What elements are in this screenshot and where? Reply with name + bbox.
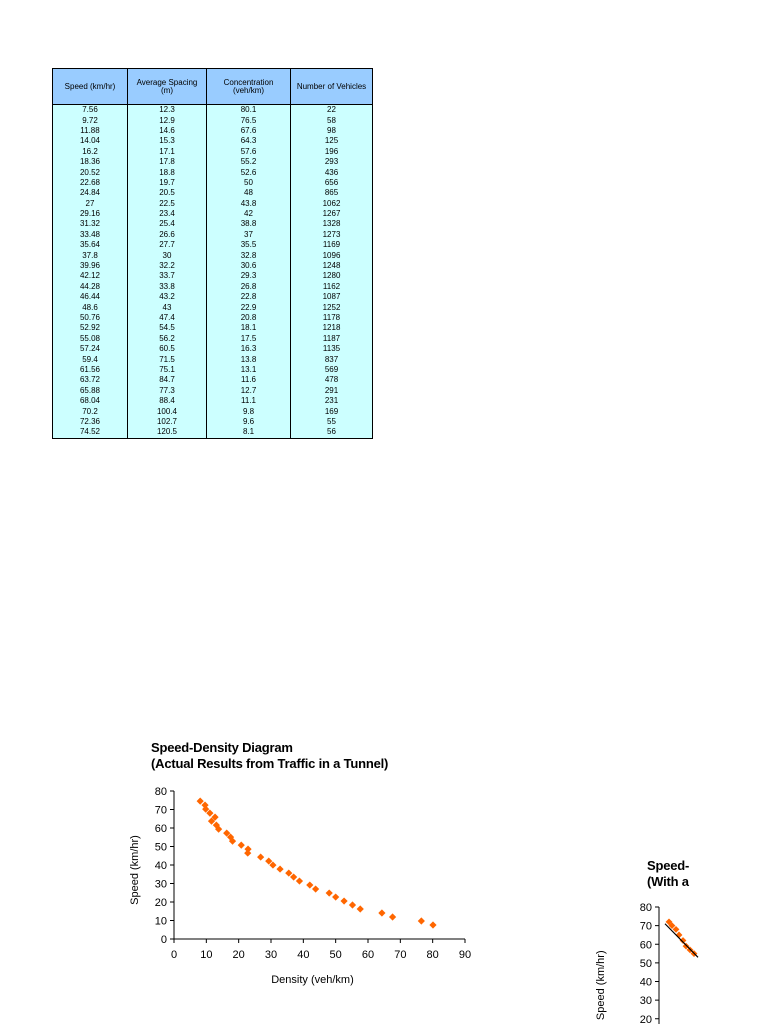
cell-number-of-vehicles: 1087 <box>291 292 373 302</box>
cell-number-of-vehicles: 1252 <box>291 302 373 312</box>
cell-speed: 50.76 <box>53 313 128 323</box>
cell-average-spacing: 27.7 <box>128 240 207 250</box>
cell-concentration: 80.1 <box>207 105 291 116</box>
cell-number-of-vehicles: 22 <box>291 105 373 116</box>
cell-number-of-vehicles: 291 <box>291 386 373 396</box>
cell-number-of-vehicles: 125 <box>291 136 373 146</box>
cell-concentration: 9.8 <box>207 406 291 416</box>
cell-speed: 11.88 <box>53 126 128 136</box>
cell-concentration: 52.6 <box>207 167 291 177</box>
cell-concentration: 67.6 <box>207 126 291 136</box>
y-tick-label: 80 <box>639 902 652 914</box>
cell-average-spacing: 23.4 <box>128 209 207 219</box>
cell-number-of-vehicles: 1248 <box>291 261 373 271</box>
cell-concentration: 50 <box>207 178 291 188</box>
cell-speed: 31.32 <box>53 219 128 229</box>
cell-number-of-vehicles: 1169 <box>291 240 373 250</box>
cell-speed: 14.04 <box>53 136 128 146</box>
cell-concentration: 35.5 <box>207 240 291 250</box>
data-point <box>680 937 687 944</box>
x-tick-label: 20 <box>232 949 245 961</box>
y-tick-label: 40 <box>639 976 652 989</box>
cell-concentration: 38.8 <box>207 219 291 229</box>
cell-number-of-vehicles: 1267 <box>291 209 373 219</box>
cell-average-spacing: 22.5 <box>128 199 207 209</box>
cell-concentration: 37 <box>207 230 291 240</box>
y-tick-label: 70 <box>154 804 167 817</box>
y-tick-label: 70 <box>639 920 652 933</box>
cell-average-spacing: 120.5 <box>128 427 207 438</box>
header-speed: Speed (km/hr) <box>53 69 128 105</box>
cell-number-of-vehicles: 1280 <box>291 271 373 281</box>
y-tick-label: 50 <box>154 841 167 854</box>
cell-average-spacing: 33.8 <box>128 282 207 292</box>
cell-average-spacing: 43 <box>128 302 207 312</box>
trend-line <box>665 924 698 958</box>
cell-speed: 39.96 <box>53 261 128 271</box>
cell-average-spacing: 102.7 <box>128 417 207 427</box>
cell-speed: 35.64 <box>53 240 128 250</box>
cell-concentration: 22.9 <box>207 302 291 312</box>
x-tick-label: 40 <box>297 949 310 961</box>
cell-average-spacing: 18.8 <box>128 167 207 177</box>
cell-average-spacing: 71.5 <box>128 354 207 364</box>
y-axis-label: Speed (km/hr) <box>595 950 607 1021</box>
cell-number-of-vehicles: 1218 <box>291 323 373 333</box>
cell-number-of-vehicles: 1135 <box>291 344 373 354</box>
cell-speed: 27 <box>53 199 128 209</box>
x-axis-label: Density (veh/km) <box>271 974 354 986</box>
cell-number-of-vehicles: 56 <box>291 427 373 438</box>
cell-concentration: 76.5 <box>207 115 291 125</box>
y-tick-label: 60 <box>154 823 167 835</box>
cell-concentration: 42 <box>207 209 291 219</box>
x-tick-label: 30 <box>264 949 278 961</box>
header-average-spacing: Average Spacing (m) <box>128 69 207 105</box>
cell-number-of-vehicles: 1328 <box>291 219 373 229</box>
second-chart-title: Speed- <box>647 858 690 873</box>
cell-average-spacing: 15.3 <box>128 136 207 146</box>
cell-speed: 20.52 <box>53 167 128 177</box>
cell-speed: 48.6 <box>53 302 128 312</box>
cell-speed: 65.88 <box>53 386 128 396</box>
cell-average-spacing: 47.4 <box>128 313 207 323</box>
cell-concentration: 17.5 <box>207 334 291 344</box>
cell-speed: 57.24 <box>53 344 128 354</box>
cell-speed: 18.36 <box>53 157 128 167</box>
y-tick-label: 30 <box>639 995 652 1008</box>
cell-average-spacing: 54.5 <box>128 323 207 333</box>
cell-average-spacing: 75.1 <box>128 365 207 375</box>
cell-average-spacing: 19.7 <box>128 178 207 188</box>
cell-average-spacing: 33.7 <box>128 271 207 281</box>
cell-speed: 22.68 <box>53 178 128 188</box>
cell-concentration: 18.1 <box>207 323 291 333</box>
cell-average-spacing: 77.3 <box>128 386 207 396</box>
cell-number-of-vehicles: 436 <box>291 167 373 177</box>
cell-concentration: 48 <box>207 188 291 198</box>
x-tick-label: 80 <box>426 949 439 961</box>
chart-subtitle: (Actual Results from Traffic in a Tunnel) <box>151 756 389 771</box>
cell-speed: 46.44 <box>53 292 128 302</box>
y-tick-label: 80 <box>154 786 167 798</box>
cell-speed: 33.48 <box>53 230 128 240</box>
cell-average-spacing: 30 <box>128 250 207 260</box>
x-tick-label: 90 <box>458 949 472 961</box>
cell-speed: 70.2 <box>53 406 128 416</box>
cell-concentration: 26.8 <box>207 282 291 292</box>
cell-number-of-vehicles: 1162 <box>291 282 373 292</box>
cell-speed: 52.92 <box>53 323 128 333</box>
cell-number-of-vehicles: 1096 <box>291 250 373 260</box>
cell-concentration: 9.6 <box>207 417 291 427</box>
cell-speed: 68.04 <box>53 396 128 406</box>
cell-average-spacing: 14.6 <box>128 126 207 136</box>
cell-speed: 9.72 <box>53 115 128 125</box>
cell-speed: 16.2 <box>53 147 128 157</box>
cell-number-of-vehicles: 98 <box>291 126 373 136</box>
cell-number-of-vehicles: 293 <box>291 157 373 167</box>
speed-density-fit-plot <box>0 850 768 1024</box>
cell-speed: 37.8 <box>53 250 128 260</box>
cell-average-spacing: 32.2 <box>128 261 207 271</box>
cell-concentration: 16.3 <box>207 344 291 354</box>
cell-concentration: 43.8 <box>207 199 291 209</box>
cell-average-spacing: 25.4 <box>128 219 207 229</box>
cell-average-spacing: 60.5 <box>128 344 207 354</box>
cell-speed: 74.52 <box>53 427 128 438</box>
y-tick-label: 20 <box>154 897 167 909</box>
cell-speed: 61.56 <box>53 365 128 375</box>
cell-number-of-vehicles: 1273 <box>291 230 373 240</box>
cell-number-of-vehicles: 478 <box>291 375 373 385</box>
cell-speed: 63.72 <box>53 375 128 385</box>
header-concentration: Concentration (veh/km) <box>207 69 291 105</box>
cell-concentration: 57.6 <box>207 147 291 157</box>
cell-speed: 72.36 <box>53 417 128 427</box>
y-tick-label: 20 <box>639 1013 652 1024</box>
cell-average-spacing: 100.4 <box>128 406 207 416</box>
cell-number-of-vehicles: 196 <box>291 147 373 157</box>
y-tick-label: 0 <box>160 934 167 946</box>
cell-number-of-vehicles: 865 <box>291 188 373 198</box>
cell-number-of-vehicles: 656 <box>291 178 373 188</box>
cell-average-spacing: 12.9 <box>128 115 207 125</box>
cell-concentration: 12.7 <box>207 386 291 396</box>
cell-speed: 55.08 <box>53 334 128 344</box>
cell-number-of-vehicles: 169 <box>291 406 373 416</box>
second-chart-subtitle: (With a <box>647 874 689 889</box>
x-tick-label: 70 <box>394 949 407 961</box>
cell-average-spacing: 17.1 <box>128 147 207 157</box>
cell-number-of-vehicles: 569 <box>291 365 373 375</box>
cell-concentration: 32.8 <box>207 250 291 260</box>
x-tick-label: 60 <box>361 949 375 961</box>
y-tick-label: 30 <box>154 878 167 891</box>
cell-concentration: 11.6 <box>207 375 291 385</box>
cell-speed: 59.4 <box>53 354 128 364</box>
cell-speed: 24.84 <box>53 188 128 198</box>
y-tick-label: 10 <box>154 915 167 928</box>
y-axis-label: Speed (km/hr) <box>129 835 141 905</box>
x-tick-label: 50 <box>329 949 342 961</box>
cell-number-of-vehicles: 1178 <box>291 313 373 323</box>
cell-concentration: 22.8 <box>207 292 291 302</box>
cell-average-spacing: 88.4 <box>128 396 207 406</box>
cell-average-spacing: 43.2 <box>128 292 207 302</box>
cell-concentration: 11.1 <box>207 396 291 406</box>
cell-concentration: 13.1 <box>207 365 291 375</box>
y-tick-label: 40 <box>154 860 167 872</box>
cell-number-of-vehicles: 55 <box>291 417 373 427</box>
cell-speed: 44.28 <box>53 282 128 292</box>
cell-average-spacing: 84.7 <box>128 375 207 385</box>
y-tick-label: 50 <box>639 957 652 970</box>
cell-number-of-vehicles: 231 <box>291 396 373 406</box>
x-tick-label: 0 <box>170 949 178 961</box>
cell-speed: 7.56 <box>53 105 128 116</box>
cell-concentration: 30.6 <box>207 261 291 271</box>
cell-concentration: 55.2 <box>207 157 291 167</box>
cell-concentration: 29.3 <box>207 271 291 281</box>
cell-average-spacing: 56.2 <box>128 334 207 344</box>
cell-speed: 42.12 <box>53 271 128 281</box>
cell-number-of-vehicles: 58 <box>291 115 373 125</box>
y-tick-label: 60 <box>639 939 652 952</box>
x-tick-label: 10 <box>200 949 213 961</box>
header-number-of-vehicles: Number of Vehicles <box>291 69 373 105</box>
cell-concentration: 64.3 <box>207 136 291 146</box>
cell-average-spacing: 26.6 <box>128 230 207 240</box>
cell-concentration: 8.1 <box>207 427 291 438</box>
cell-speed: 29.16 <box>53 209 128 219</box>
cell-concentration: 20.8 <box>207 313 291 323</box>
cell-average-spacing: 17.8 <box>128 157 207 167</box>
cell-average-spacing: 12.3 <box>128 105 207 116</box>
cell-average-spacing: 20.5 <box>128 188 207 198</box>
cell-number-of-vehicles: 1062 <box>291 199 373 209</box>
chart-title: Speed-Density Diagram <box>151 740 293 755</box>
cell-number-of-vehicles: 837 <box>291 354 373 364</box>
cell-concentration: 13.8 <box>207 354 291 364</box>
cell-number-of-vehicles: 1187 <box>291 334 373 344</box>
